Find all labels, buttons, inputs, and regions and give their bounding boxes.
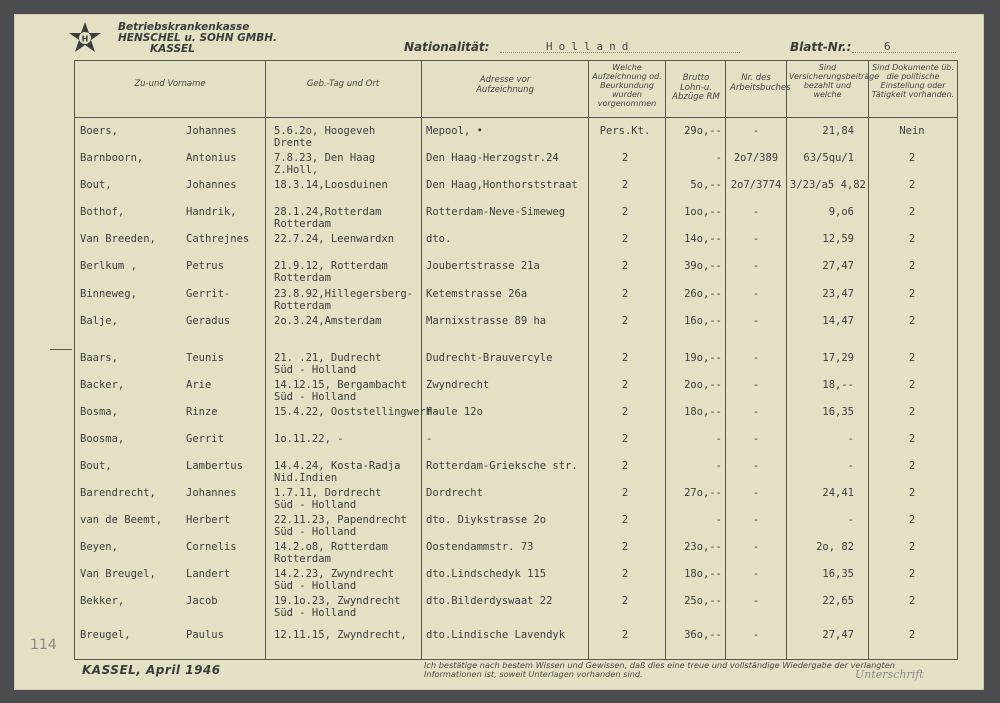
- cell-birth-region: Nid.Indien: [274, 472, 338, 484]
- cell-birth-region: Süd - Holland: [274, 364, 357, 376]
- cell-address: Joubertstrasse 21a: [426, 260, 540, 272]
- cell-wage: 2oo,--: [684, 379, 722, 391]
- cell-record: 2: [621, 352, 629, 364]
- cell-surname: Berlkum ,: [80, 260, 137, 272]
- column-divider: [725, 60, 726, 660]
- nationality-label: Nationalität:: [404, 40, 490, 54]
- cell-documents: 2: [908, 315, 916, 327]
- cell-wage: 27o,--: [684, 487, 722, 499]
- declaration-note: Ich bestätige nach bestem Wissen und Gewissen, daß dies eine treue und vollständige Wiedergabe der verlangten Informationen ist, soweit Unterlagen vorhanden sind.: [424, 660, 895, 679]
- cell-first-name: Jacob: [186, 595, 218, 607]
- cell-birth-date-place: 14.12.15, Bergambacht: [274, 379, 407, 391]
- cell-birth-date-place: 14.4.24, Kosta-Radja: [274, 460, 401, 472]
- cell-workbook: -: [752, 125, 760, 137]
- cell-documents: 2: [908, 233, 916, 245]
- cell-documents: 2: [908, 379, 916, 391]
- cell-birth-date-place: 21.9.12, Rotterdam: [274, 260, 388, 272]
- cell-surname: Barnboorn,: [80, 152, 144, 164]
- cell-workbook: 2o7/389: [733, 152, 779, 164]
- cell-first-name: Arie: [186, 379, 212, 391]
- cell-wage: -: [715, 514, 722, 526]
- cell-workbook: -: [752, 260, 760, 272]
- cell-wage: 29o,--: [684, 125, 722, 137]
- cell-surname: Bout,: [80, 460, 112, 472]
- place-date: KASSEL, April 1946: [82, 663, 221, 677]
- cell-documents: 2: [908, 629, 916, 641]
- cell-surname: Bout,: [80, 179, 112, 191]
- cell-record: Pers.Kt.: [599, 125, 651, 137]
- cell-address: Dudrecht-Brauvercyle: [426, 352, 553, 364]
- cell-first-name: Antonius: [186, 152, 237, 164]
- cell-workbook: -: [752, 406, 760, 418]
- column-divider: [421, 60, 422, 660]
- cell-birth-date-place: 23.8.92,Hillegersberg-: [274, 288, 414, 300]
- cell-first-name: Geradus: [186, 315, 231, 327]
- cell-record: 2: [621, 152, 629, 164]
- cell-wage: 23o,--: [684, 541, 722, 553]
- column-divider: [786, 60, 787, 660]
- cell-insurance: -: [847, 433, 854, 445]
- cell-workbook: -: [752, 568, 760, 580]
- cell-insurance: 2o, 82: [816, 541, 854, 553]
- cell-address: -: [426, 433, 433, 445]
- pencil-mark: 114: [30, 637, 57, 653]
- cell-surname: Bothof,: [80, 206, 125, 218]
- cell-address: Den Haag-Herzogstr.24: [426, 152, 559, 164]
- cell-wage: 18o,--: [684, 568, 722, 580]
- column-header-name: Zu-und Vorname: [134, 79, 206, 89]
- cell-surname: Beyen,: [80, 541, 118, 553]
- cell-birth-region: Drente: [274, 137, 312, 149]
- cell-address: Marnixstrasse 89 ha: [426, 315, 547, 327]
- cell-insurance: 23,47: [822, 288, 854, 300]
- cell-documents: 2: [908, 352, 916, 364]
- cell-birth-date-place: 1.7.11, Dordrecht: [274, 487, 382, 499]
- column-divider: [265, 60, 266, 660]
- cell-record: 2: [621, 406, 629, 418]
- cell-surname: Backer,: [80, 379, 125, 391]
- cell-documents: 2: [908, 179, 916, 191]
- cell-birth-date-place: 14.2.o8, Rotterdam: [274, 541, 388, 553]
- cell-surname: Van Breugel,: [80, 568, 156, 580]
- cell-surname: Bekker,: [80, 595, 125, 607]
- cell-birth-region: Rotterdam: [274, 218, 331, 230]
- cell-documents: Nein: [899, 125, 925, 137]
- cell-birth-region: Süd - Holland: [274, 580, 357, 592]
- cell-workbook: -: [752, 487, 760, 499]
- cell-address: dto.: [426, 233, 452, 245]
- cell-first-name: Paulus: [186, 629, 224, 641]
- cell-wage: 39o,--: [684, 260, 722, 272]
- cell-first-name: Johannes: [186, 487, 237, 499]
- cell-first-name: Cathrejnes: [186, 233, 250, 245]
- cell-documents: 2: [908, 288, 916, 300]
- nationality-value: Holland: [546, 40, 635, 53]
- cell-surname: Binneweg,: [80, 288, 137, 300]
- cell-first-name: Johannes: [186, 179, 237, 191]
- cell-workbook: -: [752, 514, 760, 526]
- cell-record: 2: [621, 487, 629, 499]
- company-line-3: KASSEL: [150, 43, 195, 55]
- cell-documents: 2: [908, 406, 916, 418]
- cell-birth-region: Süd - Holland: [274, 391, 357, 403]
- cell-workbook: -: [752, 541, 760, 553]
- cell-birth-region: Rotterdam: [274, 300, 331, 312]
- cell-wage: 26o,--: [684, 288, 722, 300]
- cell-insurance: 16,35: [822, 406, 854, 418]
- cell-birth-region: Süd - Holland: [274, 499, 357, 511]
- cell-insurance: 22,65: [822, 595, 854, 607]
- cell-address: Dordrecht: [426, 487, 483, 499]
- cell-insurance: 14,47: [822, 315, 854, 327]
- cell-wage: -: [715, 433, 722, 445]
- cell-workbook: -: [752, 315, 760, 327]
- cell-birth-region: Rotterdam: [274, 272, 331, 284]
- cell-surname: Baars,: [80, 352, 118, 364]
- column-divider: [588, 60, 589, 660]
- cell-wage: 25o,--: [684, 595, 722, 607]
- cell-documents: 2: [908, 152, 916, 164]
- cell-wage: 1oo,--: [684, 206, 722, 218]
- cell-insurance: -: [847, 460, 854, 472]
- cell-record: 2: [621, 629, 629, 641]
- cell-first-name: Handrik,: [186, 206, 237, 218]
- cell-workbook: -: [752, 288, 760, 300]
- cell-surname: Breugel,: [80, 629, 131, 641]
- header-divider: [74, 117, 958, 118]
- cell-record: 2: [621, 206, 629, 218]
- star-logo-icon: [64, 21, 106, 55]
- cell-first-name: Herbert: [186, 514, 231, 526]
- cell-record: 2: [621, 595, 629, 607]
- cell-record: 2: [621, 179, 629, 191]
- cell-birth-date-place: 19.1o.23, Zwyndrecht: [274, 595, 401, 607]
- cell-documents: 2: [908, 260, 916, 272]
- cell-documents: 2: [908, 460, 916, 472]
- cell-insurance: 9,o6: [828, 206, 854, 218]
- cell-birth-date-place: 2o.3.24,Amsterdam: [274, 315, 382, 327]
- cell-address: Haule 12o: [426, 406, 483, 418]
- cell-birth-date-place: 18.3.14,Loosduinen: [274, 179, 388, 191]
- cell-record: 2: [621, 541, 629, 553]
- cell-birth-region: Süd - Holland: [274, 607, 357, 619]
- cell-surname: Barendrecht,: [80, 487, 156, 499]
- cell-address: dto.Lindschedyk 115: [426, 568, 547, 580]
- cell-workbook: -: [752, 233, 760, 245]
- signature: Unterschrift: [855, 668, 924, 681]
- sheet-number-label: Blatt-Nr.:: [790, 40, 852, 54]
- cell-record: 2: [621, 233, 629, 245]
- cell-record: 2: [621, 379, 629, 391]
- cell-insurance: 12,59: [822, 233, 854, 245]
- margin-tick: [50, 349, 72, 350]
- cell-wage: 14o,--: [684, 233, 722, 245]
- cell-documents: 2: [908, 595, 916, 607]
- column-divider: [868, 60, 869, 660]
- cell-birth-region: Süd - Holland: [274, 526, 357, 538]
- cell-birth-date-place: 22.7.24, Leenwardxn: [274, 233, 395, 245]
- cell-first-name: Gerrit-: [186, 288, 231, 300]
- cell-surname: Bosma,: [80, 406, 118, 418]
- cell-birth-date-place: 15.4.22, Ooststellingwerf-: [274, 406, 439, 418]
- cell-workbook: -: [752, 460, 760, 472]
- cell-documents: 2: [908, 541, 916, 553]
- cell-workbook: -: [752, 206, 760, 218]
- cell-first-name: Gerrit: [186, 433, 224, 445]
- cell-first-name: Rinze: [186, 406, 218, 418]
- sheet-number-value: 6: [884, 40, 897, 53]
- cell-insurance: 24,41: [822, 487, 854, 499]
- cell-record: 2: [621, 315, 629, 327]
- company-name: [118, 22, 277, 55]
- cell-wage: 5o,--: [690, 179, 722, 191]
- column-divider: [665, 60, 666, 660]
- cell-surname: van de Beemt,: [80, 514, 163, 526]
- cell-wage: 19o,--: [684, 352, 722, 364]
- cell-surname: Balje,: [80, 315, 118, 327]
- cell-insurance: 21,84: [822, 125, 854, 137]
- cell-birth-date-place: 21. .21, Dudrecht: [274, 352, 382, 364]
- cell-address: dto. Diykstrasse 2o: [426, 514, 547, 526]
- cell-address: Rotterdam-Grieksche str.: [426, 460, 578, 472]
- cell-address: Zwyndrecht: [426, 379, 490, 391]
- column-header-insurance: Sind Versicherungsbeiträge bezahlt und welche: [789, 63, 880, 99]
- cell-insurance: 18,--: [822, 379, 854, 391]
- cell-workbook: -: [752, 433, 760, 445]
- cell-documents: 2: [908, 514, 916, 526]
- svg-text:H: H: [81, 34, 89, 44]
- cell-birth-region: Rotterdam: [274, 553, 331, 565]
- cell-birth-date-place: 12.11.15, Zwyndrecht,: [274, 629, 407, 641]
- cell-birth-date-place: 22.11.23, Papendrecht: [274, 514, 407, 526]
- cell-workbook: -: [752, 379, 760, 391]
- cell-insurance: 27,47: [822, 629, 854, 641]
- cell-wage: -: [715, 152, 722, 164]
- cell-record: 2: [621, 460, 629, 472]
- company-line-1: Betriebskrankenkasse: [118, 21, 250, 33]
- cell-insurance: 17,29: [822, 352, 854, 364]
- cell-address: Ketemstrasse 26a: [426, 288, 528, 300]
- column-header-birth: Geb.-Tag und Ort: [306, 79, 380, 89]
- column-header-wage: Brutto Lohn-u. Abzüge RM: [672, 73, 720, 102]
- cell-birth-date-place: 1o.11.22, -: [274, 433, 344, 445]
- column-header-record: Welche Aufzeichnung od. Beurkundung wurden vorgenommen: [592, 63, 662, 108]
- cell-documents: 2: [908, 433, 916, 445]
- cell-birth-region: Z.Holl,: [274, 164, 319, 176]
- cell-workbook: -: [752, 352, 760, 364]
- cell-first-name: Teunis: [186, 352, 224, 364]
- cell-address: dto.Bilderdyswaat 22: [426, 595, 553, 607]
- cell-wage: 16o,--: [684, 315, 722, 327]
- cell-wage: 36o,--: [684, 629, 722, 641]
- cell-record: 2: [621, 433, 629, 445]
- company-line-2: HENSCHEL u. SOHN GMBH.: [118, 32, 278, 44]
- cell-wage: 18o,--: [684, 406, 722, 418]
- cell-surname: Boers,: [80, 125, 118, 137]
- cell-documents: 2: [908, 487, 916, 499]
- cell-record: 2: [621, 288, 629, 300]
- cell-record: 2: [621, 568, 629, 580]
- cell-birth-date-place: 7.8.23, Den Haag: [274, 152, 376, 164]
- cell-address: Den Haag,Honthorststraat: [426, 179, 578, 191]
- cell-wage: -: [715, 460, 722, 472]
- cell-workbook: 2o7/3774: [730, 179, 782, 191]
- cell-birth-date-place: 14.2.23, Zwyndrecht: [274, 568, 395, 580]
- cell-workbook: -: [752, 595, 760, 607]
- cell-first-name: Johannes: [186, 125, 237, 137]
- cell-documents: 2: [908, 206, 916, 218]
- cell-documents: 2: [908, 568, 916, 580]
- cell-insurance: 3/23/a5 4,82: [790, 179, 866, 191]
- cell-first-name: Petrus: [186, 260, 224, 272]
- cell-first-name: Landert: [186, 568, 231, 580]
- cell-insurance: 27,47: [822, 260, 854, 272]
- cell-address: dto.Lindische Lavendyk: [426, 629, 566, 641]
- sheet-number-dotted-line: [852, 52, 956, 53]
- cell-address: Mepool, •: [426, 125, 483, 137]
- column-header-address: Adresse vor Aufzeichnung: [476, 75, 534, 95]
- column-header-workbook: Nr. des Arbeitsbuches: [730, 73, 791, 93]
- cell-insurance: 16,35: [822, 568, 854, 580]
- cell-record: 2: [621, 260, 629, 272]
- cell-insurance: 63/5qu/1: [803, 152, 854, 164]
- cell-surname: Van Breeden,: [80, 233, 156, 245]
- cell-first-name: Lambertus: [186, 460, 243, 472]
- cell-first-name: Cornelis: [186, 541, 237, 553]
- column-header-documents: Sind Dokumente üb. die politische Einstellung oder Tätigkeit vorhanden.: [871, 63, 955, 99]
- cell-insurance: -: [847, 514, 854, 526]
- cell-birth-date-place: 5.6.2o, Hoogeveh: [274, 125, 376, 137]
- cell-address: Rotterdam-Neve-Simeweg: [426, 206, 566, 218]
- cell-record: 2: [621, 514, 629, 526]
- cell-surname: Boosma,: [80, 433, 125, 445]
- cell-birth-date-place: 28.1.24,Rotterdam: [274, 206, 382, 218]
- cell-workbook: -: [752, 629, 760, 641]
- cell-address: Oostendammstr. 73: [426, 541, 534, 553]
